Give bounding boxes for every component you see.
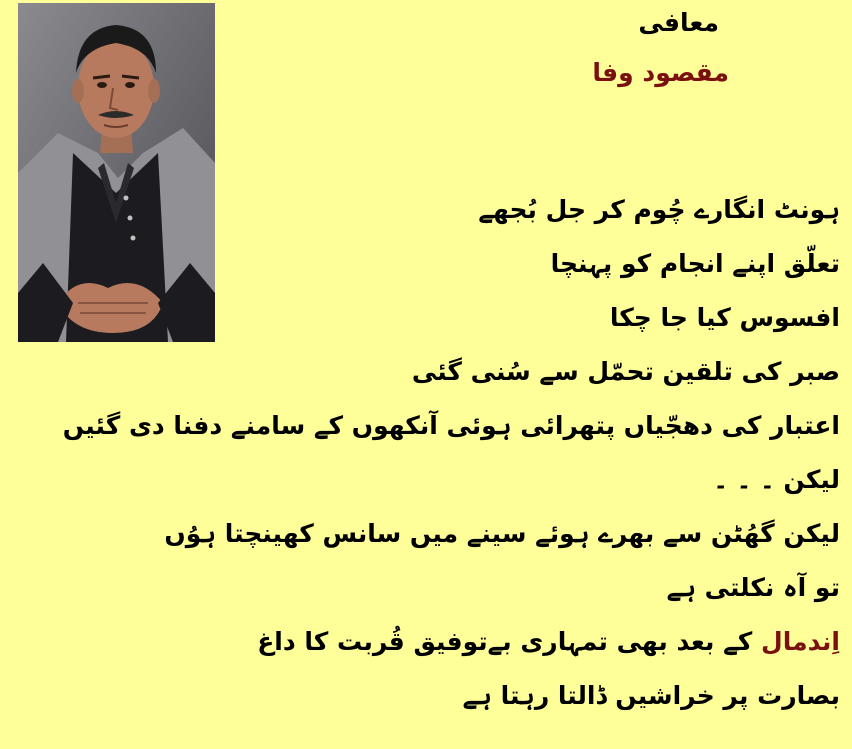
poet-name: مقصود وفا	[592, 58, 729, 87]
poem-line-4: صبر کی تلقین تحمّل سے سُنی گئی	[411, 357, 840, 386]
poem-body	[10, 183, 840, 723]
poem-line-10: بصارت پر خراشیں ڈالتا رہتا ہے	[462, 681, 840, 710]
poem-line-9-text: کے بعد بھی تمہاری بےتوفیق قُربت کا داغ	[257, 627, 753, 656]
poem-line-2: تعلّق اپنے انجام کو پہنچا	[550, 249, 840, 278]
poem-line-3: افسوس کیا جا چکا	[609, 303, 840, 332]
poem-line-8: تو آہ نکلتی ہے	[666, 573, 840, 602]
highlighted-word: اِندمال	[761, 627, 840, 656]
poem-line-9	[10, 615, 840, 669]
poem-line-6: لیکن ۔ ۔ ۔	[713, 465, 840, 494]
poem-title: معافی	[638, 8, 719, 37]
poem-line-5: اعتبار کی دھجّیاں پتھرائی ہوئی آنکھوں کے سامنے دفنا دی گئیں	[62, 411, 840, 440]
poem-line-1: ہونٹ انگارے چُوم کر جل بُجھے	[478, 195, 840, 224]
poem-line-7: لیکن گھُٹن سے بھرے ہوئے سینے میں سانس کھینچتا ہوُں	[164, 519, 840, 548]
